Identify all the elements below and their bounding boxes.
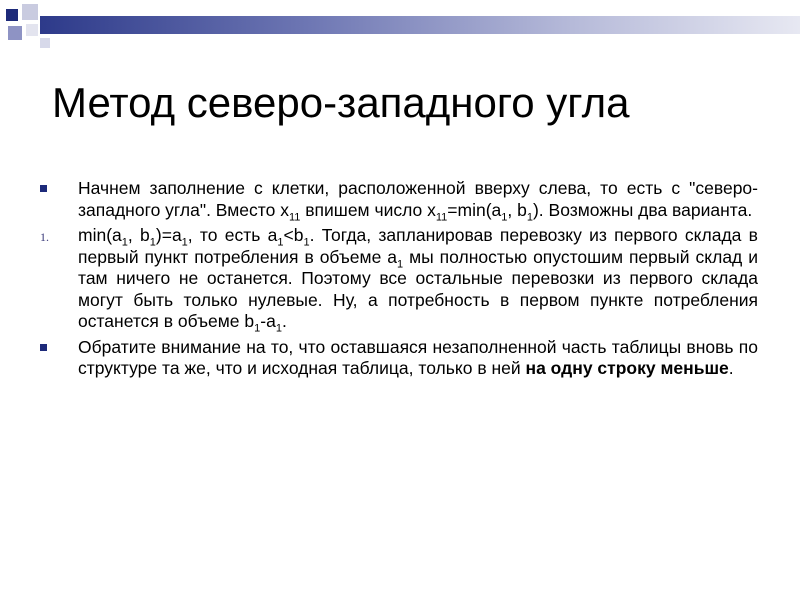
item-text: , то есть a — [187, 225, 278, 245]
subscript: 1 — [121, 236, 128, 249]
subscript: 1 — [275, 322, 282, 335]
decorative-square — [22, 4, 38, 20]
decorative-square — [8, 26, 22, 40]
subscript: 1 — [397, 258, 404, 270]
item-text: Начнем заполнение с клетки, расположенной вверху слева, то есть с "северо-западного угла". Вместо x — [78, 178, 758, 220]
item-text: мы полностью опустошим первый склад и там ничего не останется. Поэтому все остальные перевозки из первого склада могут быть только нулевые. Ну, а потребность в первом пункте потребления останется в объеме b — [78, 246, 758, 331]
decorative-square — [26, 24, 38, 36]
decorative-square — [6, 9, 18, 21]
item-text: =min(a — [447, 199, 502, 220]
subscript: 1 — [254, 322, 261, 335]
numbered-item-case-1 — [40, 225, 758, 333]
slide-body — [40, 178, 758, 384]
subscript: 11 — [288, 211, 301, 223]
item-text: min(a — [78, 225, 122, 245]
gradient-band — [40, 16, 800, 34]
subscript: 1 — [149, 236, 156, 249]
bullet-item-remaining-table — [40, 337, 758, 380]
item-text: . Тогда, запланировав перевозку из первого склада в первый пункт потребления в объеме a — [78, 225, 758, 267]
item-text: , b — [127, 225, 150, 245]
decorative-header-bar — [0, 0, 800, 56]
bullet-item-start-fill — [40, 178, 758, 221]
item-text: -a — [260, 311, 276, 331]
subscript: 1 — [501, 211, 508, 223]
subscript: 1 — [181, 236, 188, 249]
item-text: впишем число x — [300, 199, 436, 220]
subscript: 1 — [303, 236, 310, 249]
item-text: <b — [283, 225, 304, 245]
item-text: Обратите внимание на то, что оставшаяся незаполненной часть таблицы вновь по структуре та же, что и исходная таблица, только в ней — [78, 336, 758, 378]
item-text: , b — [507, 199, 527, 220]
decorative-square — [40, 38, 50, 48]
item-text: . — [728, 358, 734, 378]
subscript: 1 — [526, 211, 533, 223]
list-number: 1. — [40, 230, 49, 244]
item-text: ). Возможны два варианта. — [532, 199, 753, 220]
slide-title: Метод северо-западного угла — [52, 79, 630, 126]
emphasis-text: на одну строку меньше — [525, 358, 729, 378]
subscript: 11 — [435, 211, 448, 223]
subscript: 1 — [277, 236, 284, 249]
item-text: . — [281, 311, 287, 331]
item-text: )=a — [155, 225, 182, 245]
